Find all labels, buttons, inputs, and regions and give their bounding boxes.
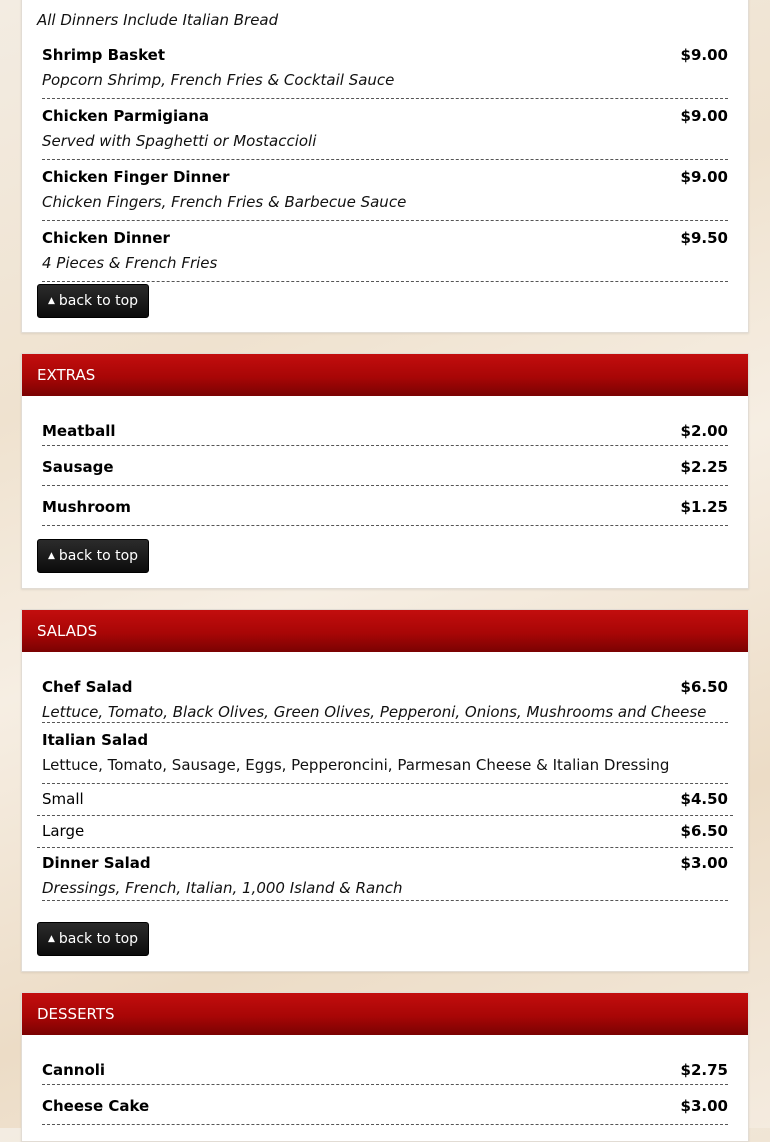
item-name: Chicken Parmigiana	[42, 107, 210, 125]
menu-item	[42, 723, 728, 784]
item-name: Cannoli	[42, 1061, 106, 1079]
item-description: Dressings, French, Italian, 1,000 Island & Ranch	[42, 879, 403, 897]
back-to-top-button[interactable]	[37, 284, 149, 318]
item-name: Italian Salad	[42, 731, 149, 749]
item-price: $9.00	[680, 168, 728, 186]
item-price: $6.50	[680, 678, 728, 696]
size-price: $4.50	[680, 790, 728, 808]
item-name: Dinner Salad	[42, 854, 151, 872]
item-price: $9.50	[680, 229, 728, 247]
item-price: $2.00	[680, 422, 728, 440]
item-name: Meatball	[42, 422, 116, 440]
section-title: EXTRAS	[22, 354, 748, 396]
item-price: $9.00	[680, 46, 728, 64]
menu-item	[42, 406, 728, 446]
item-name: Shrimp Basket	[42, 46, 166, 64]
item-name: Mushroom	[42, 498, 131, 516]
menu-item	[42, 848, 728, 901]
menu-item	[42, 99, 728, 160]
salads-panel	[21, 609, 749, 972]
size-label: Small	[42, 790, 84, 808]
item-price: $2.75	[680, 1061, 728, 1079]
item-price: $1.25	[680, 498, 728, 516]
back-to-top-label: back to top	[58, 293, 139, 309]
item-description: Chicken Fingers, French Fries & Barbecue Sauce	[42, 193, 407, 211]
item-name: Chicken Finger Dinner	[42, 168, 230, 186]
item-description: Lettuce, Tomato, Sausage, Eggs, Pepperoncini, Parmesan Cheese & Italian Dressing	[42, 756, 670, 774]
size-option	[37, 816, 733, 848]
back-to-top-label: back to top	[58, 931, 139, 947]
menu-item	[42, 160, 728, 221]
item-description: Lettuce, Tomato, Black Olives, Green Olives, Pepperoni, Onions, Mushrooms and Cheese	[42, 703, 707, 721]
desserts-panel	[21, 992, 749, 1142]
menu-item	[42, 38, 728, 99]
menu-item	[42, 446, 728, 486]
section-title: DESSERTS	[22, 993, 748, 1035]
arrow-up-icon: ▲	[47, 551, 55, 561]
item-description: Served with Spaghetti or Mostaccioli	[42, 132, 317, 150]
back-to-top-label: back to top	[58, 548, 139, 564]
section-title: SALADS	[22, 610, 748, 652]
item-price: $3.00	[680, 854, 728, 872]
size-option	[37, 784, 733, 816]
item-name: Chef Salad	[42, 678, 133, 696]
item-price: $3.00	[680, 1097, 728, 1115]
extras-panel	[21, 353, 749, 589]
menu-item	[42, 1085, 728, 1125]
item-price: $9.00	[680, 107, 728, 125]
size-label: Large	[42, 822, 85, 840]
dinners-panel	[21, 0, 749, 333]
back-to-top-button[interactable]	[37, 922, 149, 956]
back-to-top-button[interactable]	[37, 539, 149, 573]
dinners-note: All Dinners Include Italian Bread	[37, 11, 279, 29]
item-price: $2.25	[680, 458, 728, 476]
arrow-up-icon: ▲	[47, 296, 55, 306]
size-price: $6.50	[680, 822, 728, 840]
item-name: Cheese Cake	[42, 1097, 150, 1115]
menu-item	[42, 221, 728, 282]
item-description: Popcorn Shrimp, French Fries & Cocktail Sauce	[42, 71, 395, 89]
item-name: Chicken Dinner	[42, 229, 170, 247]
menu-item	[42, 668, 728, 723]
menu-item	[42, 486, 728, 526]
item-name: Sausage	[42, 458, 114, 476]
menu-item	[42, 1045, 728, 1085]
arrow-up-icon: ▲	[47, 934, 55, 944]
item-description: 4 Pieces & French Fries	[42, 254, 218, 272]
